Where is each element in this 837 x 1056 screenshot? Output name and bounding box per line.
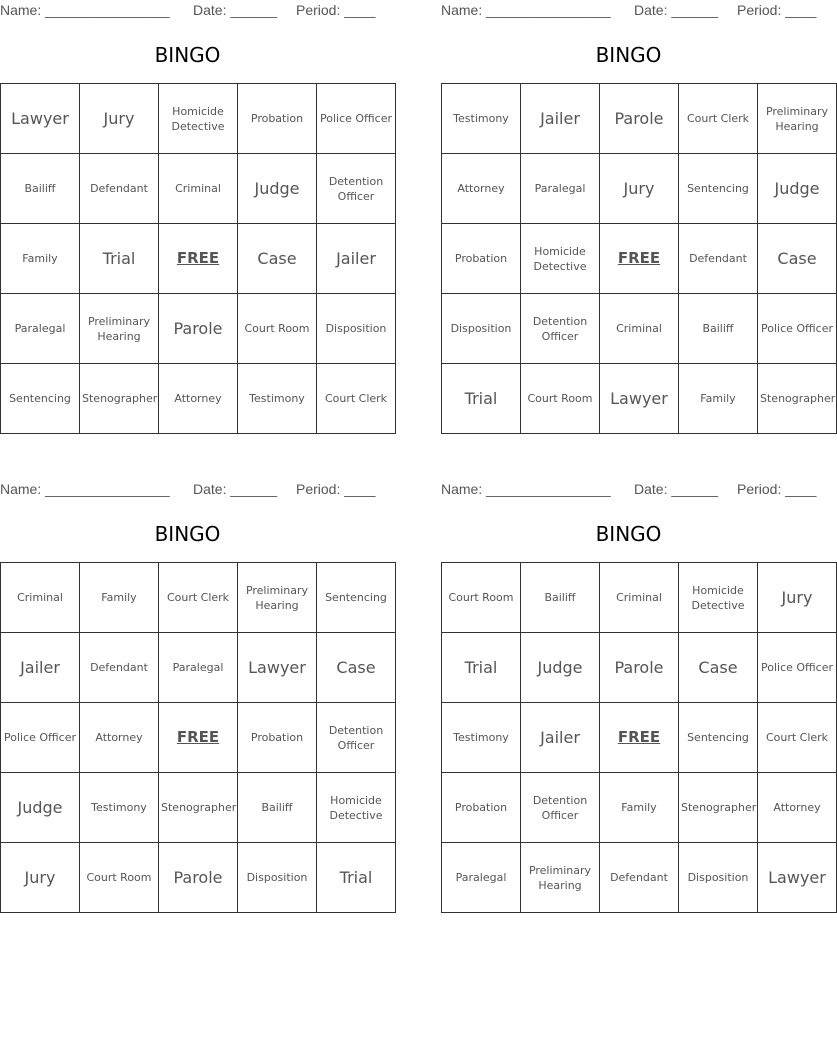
grid-cell: Parole xyxy=(159,294,238,364)
card-header xyxy=(441,479,816,501)
grid-row xyxy=(442,364,837,434)
grid-cell: Case xyxy=(317,633,396,703)
grid-row xyxy=(1,773,396,843)
grid-row xyxy=(1,364,396,434)
name-line: Name: ________________ xyxy=(441,481,611,497)
grid-cell: Jailer xyxy=(521,703,600,773)
grid-cell: Court Room xyxy=(442,563,521,633)
grid-cell: Attorney xyxy=(758,773,837,843)
period-line: Period: ____ xyxy=(296,481,376,497)
grid-cell: Police Officer xyxy=(758,633,837,703)
grid-cell: Attorney xyxy=(159,364,238,434)
grid-cell: Police Officer xyxy=(1,703,80,773)
bingo-grid xyxy=(0,83,396,434)
card-header xyxy=(0,0,375,22)
grid-cell: Defendant xyxy=(80,154,159,224)
grid-cell: Defendant xyxy=(80,633,159,703)
grid-cell: Criminal xyxy=(1,563,80,633)
grid-cell: Preliminary Hearing xyxy=(238,563,317,633)
grid-row xyxy=(442,773,837,843)
grid-cell: Police Officer xyxy=(758,294,837,364)
grid-cell: Court Clerk xyxy=(679,84,758,154)
grid-cell: Detention Officer xyxy=(317,703,396,773)
grid-cell: Court Room xyxy=(521,364,600,434)
grid-cell: Homicide Detective xyxy=(317,773,396,843)
grid-cell: Defendant xyxy=(679,224,758,294)
grid-row xyxy=(1,154,396,224)
grid-cell: Bailiff xyxy=(521,563,600,633)
grid-cell: Lawyer xyxy=(758,843,837,913)
grid-row xyxy=(442,563,837,633)
grid-row xyxy=(1,563,396,633)
date-line: Date: ______ xyxy=(634,2,719,18)
grid-cell: Testimony xyxy=(238,364,317,434)
grid-cell: Homicide Detective xyxy=(521,224,600,294)
grid-cell: Disposition xyxy=(317,294,396,364)
grid-cell: Bailiff xyxy=(1,154,80,224)
grid-cell: Police Officer xyxy=(317,84,396,154)
grid-cell: Attorney xyxy=(80,703,159,773)
free-space: FREE xyxy=(159,703,238,773)
grid-cell: Judge xyxy=(1,773,80,843)
grid-cell: Disposition xyxy=(679,843,758,913)
grid-cell: Lawyer xyxy=(600,364,679,434)
grid-cell: Jailer xyxy=(521,84,600,154)
card-title: BINGO xyxy=(595,43,662,67)
card-header xyxy=(441,0,816,22)
grid-cell: Defendant xyxy=(600,843,679,913)
grid-cell: Testimony xyxy=(442,84,521,154)
grid-cell: Stenographer xyxy=(80,364,159,434)
grid-cell: Probation xyxy=(238,84,317,154)
grid-cell: Paralegal xyxy=(1,294,80,364)
grid-cell: Case xyxy=(238,224,317,294)
grid-cell: Lawyer xyxy=(238,633,317,703)
grid-cell: Criminal xyxy=(159,154,238,224)
grid-row xyxy=(442,154,837,224)
grid-cell: Court Clerk xyxy=(317,364,396,434)
grid-cell: Case xyxy=(758,224,837,294)
grid-cell: Trial xyxy=(442,364,521,434)
grid-cell: Judge xyxy=(238,154,317,224)
grid-cell: Sentencing xyxy=(679,703,758,773)
grid-cell: Paralegal xyxy=(442,843,521,913)
grid-cell: Preliminary Hearing xyxy=(80,294,159,364)
grid-row xyxy=(1,633,396,703)
grid-cell: Bailiff xyxy=(679,294,758,364)
grid-cell: Family xyxy=(600,773,679,843)
grid-cell: Stenographer xyxy=(758,364,837,434)
card-title: BINGO xyxy=(595,522,662,546)
grid-cell: Sentencing xyxy=(679,154,758,224)
grid-cell: Paralegal xyxy=(521,154,600,224)
grid-cell: Parole xyxy=(159,843,238,913)
grid-cell: Jailer xyxy=(1,633,80,703)
grid-cell: Testimony xyxy=(80,773,159,843)
free-space: FREE xyxy=(600,703,679,773)
grid-cell: Sentencing xyxy=(317,563,396,633)
free-space: FREE xyxy=(159,224,238,294)
period-line: Period: ____ xyxy=(296,2,376,18)
grid-cell: Preliminary Hearing xyxy=(758,84,837,154)
date-line: Date: ______ xyxy=(193,481,278,497)
grid-row xyxy=(1,224,396,294)
grid-cell: Homicide Detective xyxy=(679,563,758,633)
grid-cell: Trial xyxy=(442,633,521,703)
period-line: Period: ____ xyxy=(737,2,817,18)
grid-cell: Criminal xyxy=(600,563,679,633)
period-line: Period: ____ xyxy=(737,481,817,497)
grid-cell: Judge xyxy=(758,154,837,224)
grid-cell: Jury xyxy=(80,84,159,154)
grid-cell: Family xyxy=(80,563,159,633)
name-line: Name: ________________ xyxy=(0,2,170,18)
grid-cell: Court Room xyxy=(80,843,159,913)
grid-cell: Court Clerk xyxy=(159,563,238,633)
grid-row xyxy=(1,84,396,154)
grid-cell: Court Room xyxy=(238,294,317,364)
grid-row xyxy=(442,294,837,364)
grid-row xyxy=(442,84,837,154)
grid-cell: Detention Officer xyxy=(317,154,396,224)
grid-row xyxy=(1,703,396,773)
card-title: BINGO xyxy=(154,522,221,546)
bingo-grid xyxy=(441,562,837,913)
grid-row xyxy=(442,703,837,773)
grid-row xyxy=(1,843,396,913)
grid-cell: Parole xyxy=(600,84,679,154)
name-line: Name: ________________ xyxy=(0,481,170,497)
grid-cell: Trial xyxy=(317,843,396,913)
grid-cell: Paralegal xyxy=(159,633,238,703)
card-header xyxy=(0,479,375,501)
grid-row xyxy=(442,224,837,294)
grid-cell: Criminal xyxy=(600,294,679,364)
grid-cell: Jury xyxy=(1,843,80,913)
grid-cell: Jailer xyxy=(317,224,396,294)
grid-cell: Case xyxy=(679,633,758,703)
grid-row xyxy=(442,843,837,913)
free-space: FREE xyxy=(600,224,679,294)
grid-cell: Homicide Detective xyxy=(159,84,238,154)
grid-cell: Testimony xyxy=(442,703,521,773)
grid-row xyxy=(1,294,396,364)
bingo-grid xyxy=(0,562,396,913)
grid-cell: Probation xyxy=(442,224,521,294)
date-line: Date: ______ xyxy=(193,2,278,18)
grid-row xyxy=(442,633,837,703)
date-line: Date: ______ xyxy=(634,481,719,497)
grid-cell: Jury xyxy=(758,563,837,633)
card-title: BINGO xyxy=(154,43,221,67)
grid-cell: Disposition xyxy=(442,294,521,364)
grid-cell: Probation xyxy=(442,773,521,843)
grid-cell: Lawyer xyxy=(1,84,80,154)
grid-cell: Stenographer xyxy=(679,773,758,843)
grid-cell: Preliminary Hearing xyxy=(521,843,600,913)
grid-cell: Detention Officer xyxy=(521,294,600,364)
grid-cell: Stenographer xyxy=(159,773,238,843)
grid-cell: Family xyxy=(679,364,758,434)
grid-cell: Parole xyxy=(600,633,679,703)
grid-cell: Probation xyxy=(238,703,317,773)
grid-cell: Detention Officer xyxy=(521,773,600,843)
grid-cell: Bailiff xyxy=(238,773,317,843)
grid-cell: Judge xyxy=(521,633,600,703)
grid-cell: Jury xyxy=(600,154,679,224)
grid-cell: Family xyxy=(1,224,80,294)
name-line: Name: ________________ xyxy=(441,2,611,18)
grid-cell: Court Clerk xyxy=(758,703,837,773)
grid-cell: Trial xyxy=(80,224,159,294)
grid-cell: Disposition xyxy=(238,843,317,913)
grid-cell: Attorney xyxy=(442,154,521,224)
grid-cell: Sentencing xyxy=(1,364,80,434)
bingo-grid xyxy=(441,83,837,434)
